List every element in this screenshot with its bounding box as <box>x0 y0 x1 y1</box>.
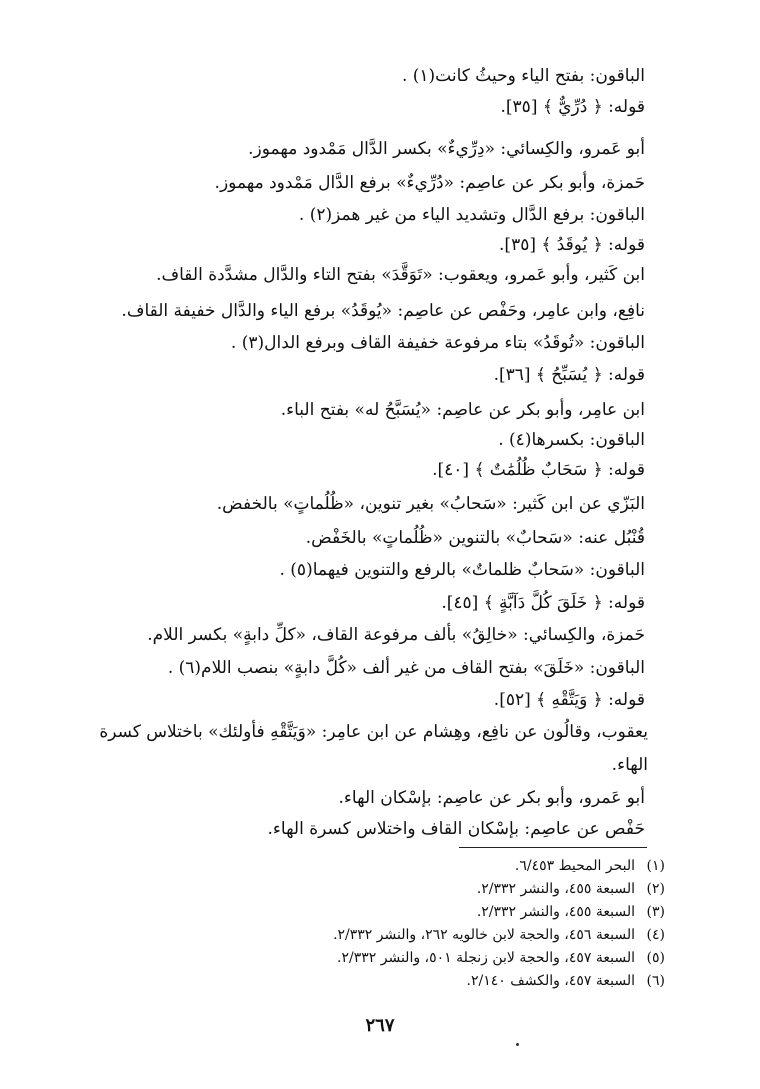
footnote-text: السبعة ٤٥٦، والحجة لابن خالويه ٢٦٢، والنشر ٢/٣٣٢. <box>333 927 635 943</box>
footnote <box>105 902 665 922</box>
text-line: قوله: ﴿ وَيَتَّقْهِ ﴾ [٥٢]. <box>493 690 645 710</box>
text-line: الباقون: برفع الدَّال وتشديد الياء من غير همز(٢) . <box>298 205 645 225</box>
text-line: الهاء. <box>611 755 648 775</box>
text-line: قوله: ﴿ سَحَابٌ ظُلُمَٰتٌ ﴾ [٤٠]. <box>432 460 645 480</box>
footnote-number: (١) <box>646 858 665 874</box>
text-line: حَمزة، وأبو بكر عن عاصِم: «دُرِّيءٌ» برفع الدَّال مَمْدود مهموز. <box>214 173 645 193</box>
footnote <box>105 925 665 945</box>
page-number: ٢٦٧ <box>365 1015 395 1036</box>
footnote <box>105 971 665 991</box>
footnote-text: السبعة ٤٥٥، والنشر ٢/٣٣٢. <box>476 881 635 897</box>
text-line: يعقوب، وقالُون عن نافِع، وهِشام عن ابن عامِر: «وَيَتَّقْهِ فأولئك» باختلاس كسرة <box>99 722 648 742</box>
footnote <box>105 948 665 968</box>
footnote-number: (٣) <box>646 904 665 920</box>
text-line: ابن كَثير، وأبو عَمرو، ويعقوب: «تَوَقَّدَ» بفتح التاء والدَّال مشدَّدة القاف. <box>156 265 645 285</box>
text-line: قوله: ﴿ يُوقَدُ ﴾ [٣٥]. <box>499 235 645 255</box>
footnote <box>105 879 665 899</box>
footnote-number: (٢) <box>646 881 665 897</box>
text-line: أبو عَمرو، وأبو بكر عن عاصِم: بإسْكان الهاء. <box>338 788 645 808</box>
text-line: قُنْبُل عنه: «سَحابٌ» بالتنوين «ظُلُماتٍ» بالخَفْض. <box>305 528 645 548</box>
ink-dot <box>516 1043 519 1046</box>
text-line: البَزّي عن ابن كَثير: «سَحابُ» بغير تنوين، «ظُلُماتٍ» بالخفض. <box>216 494 645 514</box>
text-line: قوله: ﴿ دُرِّيٌّ ﴾ [٣٥]. <box>500 97 645 117</box>
text-line: حَمزة، والكِسائي: «خالِقُ» بألف مرفوعة القاف، «كلِّ دابةٍ» بكسر اللام. <box>147 625 645 645</box>
footnote-text: البحر المحيط ٦/٤٥٣. <box>514 858 635 874</box>
text-line: الباقون: «خَلَقَ» بفتح القاف من غير ألف «كُلَّ دابةٍ» بنصب اللام(٦) . <box>167 658 645 678</box>
text-line: الباقون: بكسرها(٤) . <box>498 430 645 450</box>
text-line: حَفْص عن عاصِم: بإسْكان القاف واختلاس كسرة الهاء. <box>267 819 645 839</box>
text-line: نافِع، وابن عامِر، وحَفْص عن عاصِم: «يُوقَدُ» برفع الياء والدَّال خفيفة القاف. <box>121 301 645 321</box>
footnote-text: السبعة ٤٥٥، والنشر ٢/٣٣٢. <box>476 904 635 920</box>
footnote-text: السبعة ٤٥٧، والحجة لابن زنجلة ٥٠١، والنشر ٢/٣٣٢. <box>337 950 635 966</box>
footnote <box>105 856 665 876</box>
footnote-number: (٦) <box>646 973 665 989</box>
text-line: الباقون: «تُوقَدُ» بتاء مرفوعة خفيفة القاف وبرفع الدال(٣) . <box>230 333 645 353</box>
text-line: قوله: ﴿ يُسَبِّحُ ﴾ [٣٦]. <box>493 365 645 385</box>
footnote-number: (٤) <box>646 927 665 943</box>
text-line: ابن عامِر، وأبو بكر عن عاصِم: «يُسَبَّحُ له» بفتح الباء. <box>280 400 645 420</box>
text-line: قوله: ﴿ خَلَقَ كُلَّ دَآبَّةٍ ﴾ [٤٥]. <box>441 593 645 613</box>
footnote-text: السبعة ٤٥٧، والكشف ٢/١٤٠. <box>466 973 635 989</box>
footnote-divider <box>459 847 647 848</box>
text-line: أبو عَمرو، والكِسائي: «دِرِّيءٌ» بكسر الدَّال مَمْدود مهموز. <box>248 139 645 159</box>
footnote-number: (٥) <box>646 950 665 966</box>
text-line: الباقون: «سَحابٌ ظلماتٌ» بالرفع والتنوين فيهما(٥) . <box>279 560 645 580</box>
text-line: الباقون: بفتح الياء وحيثُ كانت(١) . <box>401 66 645 86</box>
